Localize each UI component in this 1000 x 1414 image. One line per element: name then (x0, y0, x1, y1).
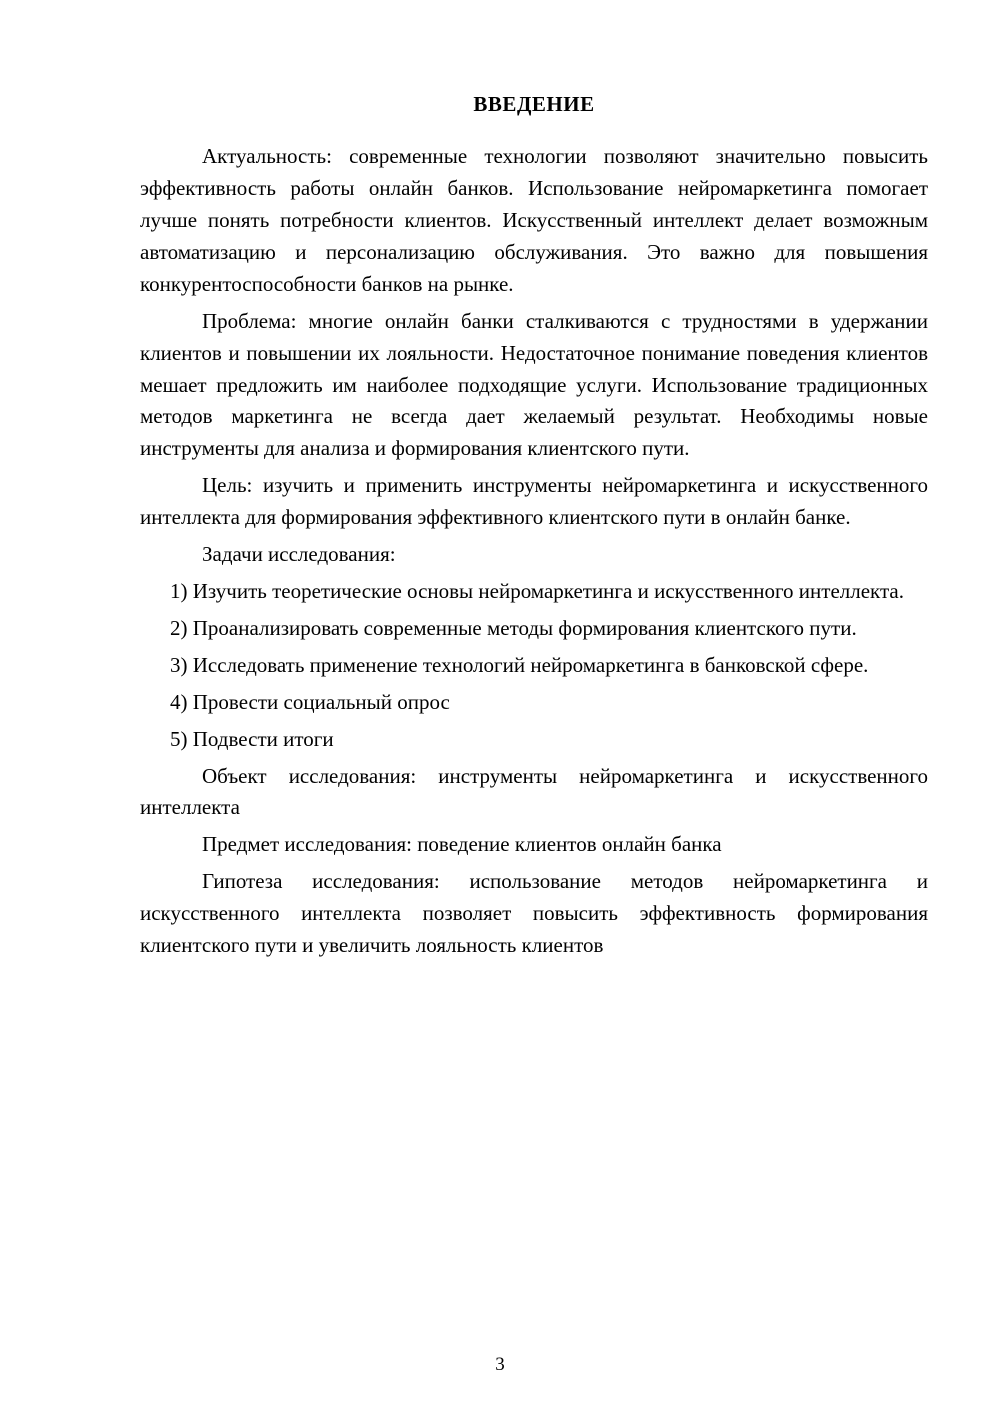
paragraph-hypothesis: Гипотеза исследования: использование методов нейромаркетинга и искусственного интеллекта позволяет повысить эффективность формирования клиентского пути и увеличить лояльность клиентов (140, 869, 928, 958)
page-number: 3 (495, 1354, 505, 1375)
paragraph-tasks-heading: Задачи исследования: (202, 542, 396, 567)
paragraph-object: Объект исследования: инструменты нейромаркетинга и искусственного интеллекта (140, 763, 928, 820)
list-item-task-2: 2) Проанализировать современные методы формирования клиентского пути. (170, 615, 857, 640)
list-item-task-3: 3) Исследовать применение технологий нейромаркетинга в банковской сфере. (170, 652, 869, 677)
list-item-task-1: 1) Изучить теоретические основы нейромаркетинга и искусственного интеллекта. (170, 578, 904, 603)
paragraph-subject: Предмет исследования: поведение клиентов онлайн банка (202, 832, 722, 857)
paragraph-goal: Цель: изучить и применить инструменты нейромаркетинга и искусственного интеллекта для формирования эффективного клиентского пути в онлайн банке. (140, 473, 928, 530)
paragraph-relevance: Актуальность: современные технологии позволяют значительно повысить эффективность работы онлайн банков. Использование нейромаркетинга помогает лучше понять потребности клиентов. Искусственный интеллект делает возможным автоматизацию и персонализацию обслуживания. Это важно для повышения конкурентоспособности банков на рынке. (140, 144, 928, 296)
list-item-task-4: 4) Провести социальный опрос (170, 689, 450, 714)
paragraph-problem: Проблема: многие онлайн банки сталкиваются с трудностями в удержании клиентов и повышении их лояльности. Недостаточное понимание поведения клиентов мешает предложить им наиболее подходящие услуги. Использование традиционных методов маркетинга не всегда дает желаемый результат. Необходимы новые инструменты для анализа и формирования клиентского пути. (140, 308, 928, 461)
page-title: ВВЕДЕНИЕ (473, 92, 595, 116)
list-item-task-5: 5) Подвести итоги (170, 726, 334, 751)
